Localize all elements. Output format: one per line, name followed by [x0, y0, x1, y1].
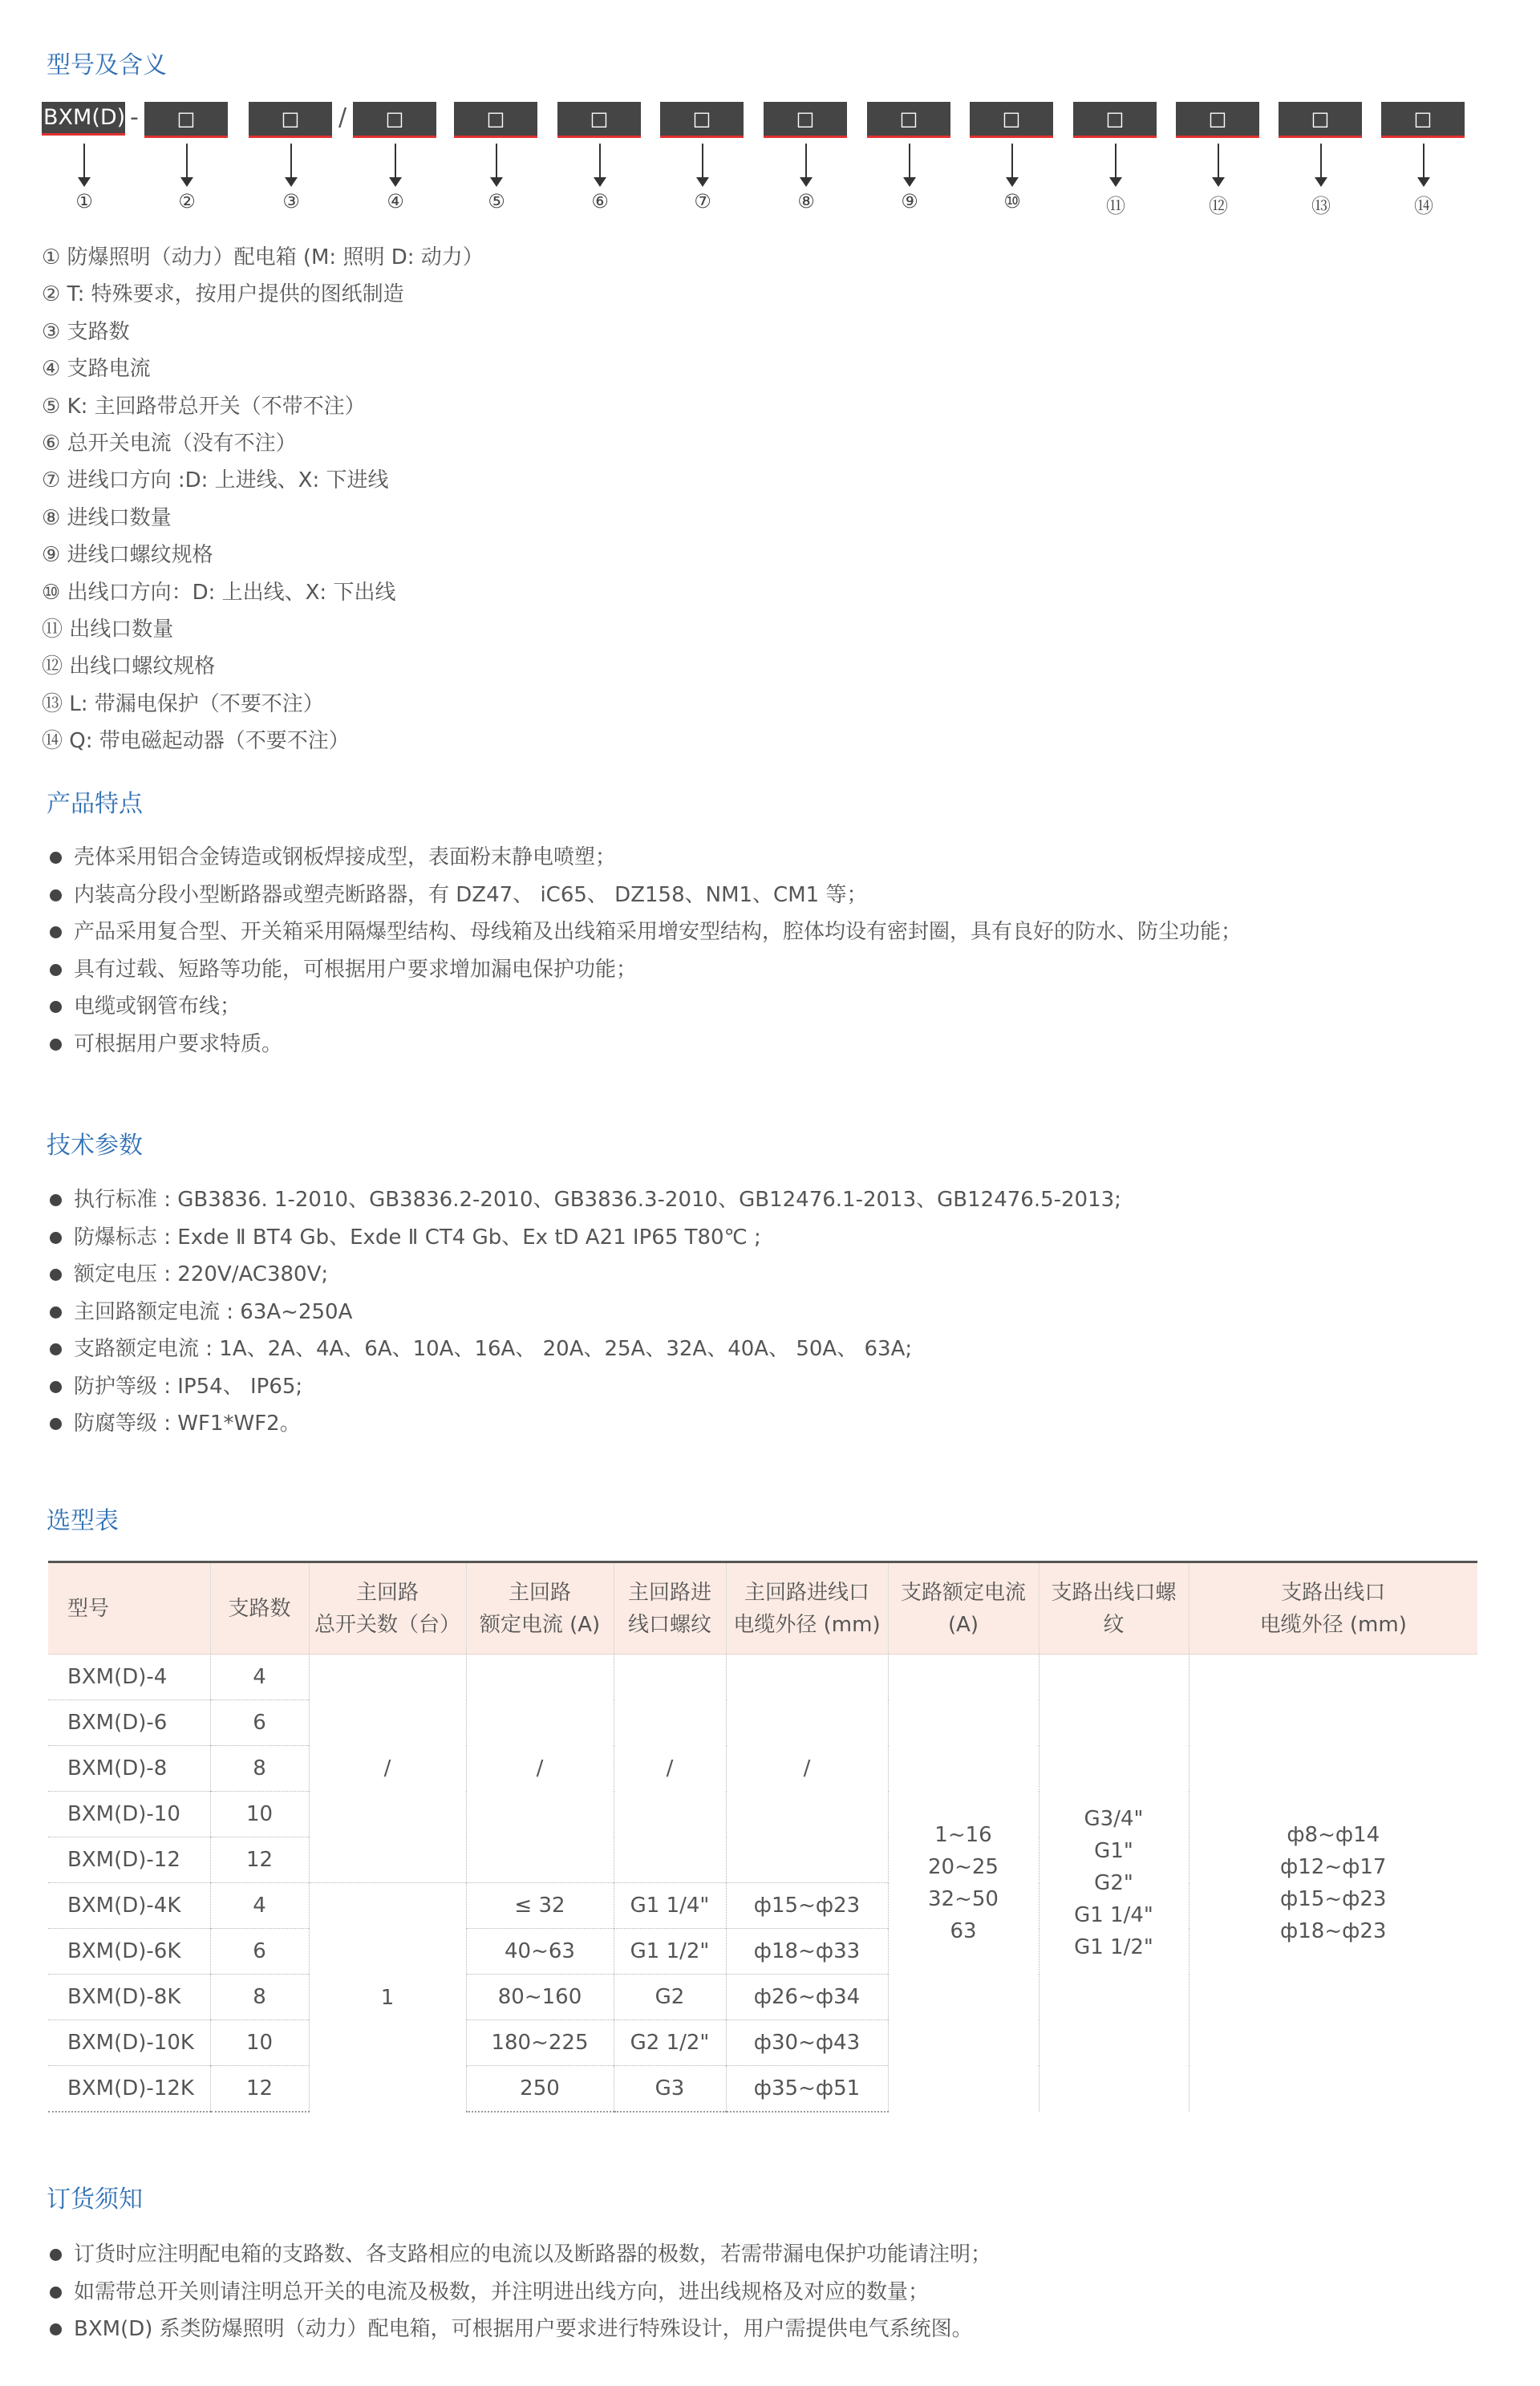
- branch-thread-value: G1": [1094, 1839, 1133, 1863]
- table-header-row: [48, 1562, 1477, 1655]
- code-box-9: □: [867, 102, 950, 138]
- meaning-item: ⑥ 总开关电流（没有不注）: [42, 431, 297, 456]
- model-slash: /: [338, 103, 347, 132]
- cell-main-diameter: ф15~ф23: [726, 1883, 888, 1929]
- cell-branches: 6: [210, 1929, 309, 1975]
- cell-main-thread: G2: [614, 1975, 726, 2020]
- tech-param-item: 防爆标志 : Exde Ⅱ BT4 Gb、Exde Ⅱ CT4 Gb、Ex tD A21 IP65 T80℃ ;: [50, 1219, 1121, 1257]
- code-box-10: □: [970, 102, 1053, 138]
- marker-11: ⑪: [1106, 195, 1125, 217]
- branch-current-value: 1~16: [934, 1823, 992, 1847]
- feature-item: 内装高分段小型断路器或塑壳断路器，有 DZ47、 iC65、 DZ158、NM1、CM1 等；: [50, 877, 1242, 914]
- header-branch-diameter: [1189, 1562, 1477, 1655]
- tech-param-item: 额定电压 : 220V/AC380V;: [50, 1256, 1121, 1294]
- header-text: 电缆外径 (mm): [733, 1612, 881, 1637]
- arrow-6: [599, 144, 601, 179]
- code-box-4: □: [353, 102, 436, 138]
- marker-12: ⑫: [1209, 195, 1228, 217]
- header-branch-thread: [1039, 1562, 1189, 1655]
- cell-main-thread: G3: [614, 2066, 726, 2113]
- table-row: [48, 1655, 1477, 1700]
- header-text: 支路出线口: [1281, 1580, 1386, 1605]
- code-box-2: □: [144, 102, 228, 138]
- arrow-5: [496, 144, 497, 179]
- cell-main-current: 80~160: [466, 1975, 614, 2020]
- cell-switch-count: 1: [309, 1883, 466, 2113]
- arrow-2: [186, 144, 188, 179]
- features-list: [50, 839, 1242, 1063]
- tech-param-item: 主回路额定电流 : 63A~250A: [50, 1294, 1121, 1331]
- branch-current-value: 20~25: [928, 1855, 999, 1879]
- cell-branches: 10: [210, 2020, 309, 2066]
- cell-model: BXM(D)-8K: [48, 1975, 210, 2020]
- header-branches: [210, 1562, 309, 1655]
- branch-diameter-value: ф12~ф17: [1280, 1855, 1387, 1879]
- marker-13: ⑬: [1311, 195, 1331, 217]
- branch-current-value: 32~50: [928, 1887, 999, 1911]
- tech-param-item: 支路额定电流 : 1A、2A、4A、6A、10A、16A、 20A、25A、32A、40A、 50A、 63A;: [50, 1331, 1121, 1368]
- header-text: 纹: [1103, 1612, 1125, 1637]
- cell-model: BXM(D)-6: [48, 1700, 210, 1746]
- header-text: 型号: [67, 1596, 110, 1621]
- feature-item: 具有过载、短路等功能，可根据用户要求增加漏电保护功能；: [50, 951, 1242, 989]
- cell-current-none: /: [466, 1655, 614, 1883]
- arrow-12: [1218, 144, 1219, 179]
- code-box-8: □: [764, 102, 847, 138]
- header-text: 主回路进线口: [744, 1580, 869, 1605]
- code-box-6: □: [557, 102, 641, 138]
- arrow-8: [805, 144, 807, 179]
- ordering-item: 订货时应注明配电箱的支路数、各支路相应的电流以及断路器的极数，若需带漏电保护功能请注明；: [50, 2236, 991, 2274]
- marker-4: ④: [387, 190, 404, 213]
- marker-9: ⑨: [901, 190, 918, 213]
- meaning-item: ⑭ Q: 带电磁起动器（不要不注）: [42, 729, 350, 754]
- model-dash: -: [130, 103, 139, 132]
- cell-branches: 12: [210, 2066, 309, 2113]
- cell-model: BXM(D)-4K: [48, 1883, 210, 1929]
- cell-main-current: 180~225: [466, 2020, 614, 2066]
- cell-branch-diameter: [1189, 1655, 1477, 2113]
- section-title-selection: 选型表: [47, 1507, 119, 1535]
- cell-main-diameter: ф26~ф34: [726, 1975, 888, 2020]
- tech-param-item: 防腐等级 : WF1*WF2。: [50, 1405, 1121, 1443]
- cell-thread-none: /: [614, 1655, 726, 1883]
- meaning-item: ⑨ 进线口螺纹规格: [42, 543, 213, 568]
- marker-10: ⑩: [1003, 190, 1021, 213]
- ordering-item: 如需带总开关则请注明总开关的电流及极数，并注明进出线方向，进出线规格及对应的数量；: [50, 2274, 991, 2311]
- section-title-tech: 技术参数: [47, 1132, 143, 1160]
- ordering-list: [50, 2236, 991, 2348]
- cell-branches: 8: [210, 1746, 309, 1792]
- header-text: 额定电流 (A): [479, 1612, 601, 1637]
- code-box-11: □: [1073, 102, 1157, 138]
- code-box-14: □: [1381, 102, 1465, 138]
- cell-main-thread: G2 1/2": [614, 2020, 726, 2066]
- cell-main-thread: G1 1/2": [614, 1929, 726, 1975]
- header-text: 支路数: [228, 1596, 291, 1621]
- code-box-7: □: [660, 102, 744, 138]
- cell-model: BXM(D)-4: [48, 1655, 210, 1700]
- meaning-item: ⑧ 进线口数量: [42, 505, 172, 530]
- branch-diameter-value: ф8~ф14: [1287, 1823, 1380, 1847]
- meaning-item: ④ 支路电流: [42, 357, 151, 382]
- arrow-9: [909, 144, 910, 179]
- meaning-item: ⑤ K: 主回路带总开关（不带不注）: [42, 394, 366, 419]
- cell-model: BXM(D)-12: [48, 1837, 210, 1883]
- marker-14: ⑭: [1414, 195, 1433, 217]
- code-box-12: □: [1176, 102, 1259, 138]
- cell-switch-none: /: [309, 1655, 466, 1883]
- selection-table: [48, 1561, 1477, 2113]
- arrow-1: [83, 144, 85, 179]
- cell-model: BXM(D)-12K: [48, 2066, 210, 2113]
- meaning-item: ⑬ L: 带漏电保护（不要不注）: [42, 691, 324, 716]
- arrow-11: [1115, 144, 1116, 179]
- feature-item: 电缆或钢管布线；: [50, 988, 1242, 1026]
- marker-5: ⑤: [488, 190, 505, 213]
- feature-item: 产品采用复合型、开关箱采用隔爆型结构、母线箱及出线箱采用增安型结构，腔体均设有密封圈，具有良好的防水、防尘功能；: [50, 913, 1242, 951]
- section-title-ordering: 订货须知: [47, 2185, 143, 2214]
- arrow-4: [395, 144, 396, 179]
- marker-7: ⑦: [694, 190, 711, 213]
- cell-branches: 8: [210, 1975, 309, 2020]
- cell-branches: 12: [210, 1837, 309, 1883]
- meaning-item: ⑦ 进线口方向 :D: 上进线、X: 下进线: [42, 468, 389, 493]
- branch-thread-value: G1 1/4": [1074, 1903, 1153, 1927]
- header-branch-current: [888, 1562, 1039, 1655]
- cell-main-current: 40~63: [466, 1929, 614, 1975]
- meaning-item: ① 防爆照明（动力）配电箱 (M: 照明 D: 动力）: [42, 245, 484, 269]
- ordering-item: BXM(D) 系类防爆照明（动力）配电箱，可根据用户要求进行特殊设计，用户需提供电气系统图。: [50, 2311, 991, 2348]
- header-text: 主回路: [355, 1580, 419, 1605]
- feature-item: 壳体采用铝合金铸造或钢板焊接成型，表面粉末静电喷塑；: [50, 839, 1242, 877]
- header-text: 支路出线口螺: [1051, 1580, 1177, 1605]
- section-title-model-meaning: 型号及含义: [47, 51, 167, 79]
- cell-main-current: ≤ 32: [466, 1883, 614, 1929]
- branch-thread-value: G2": [1094, 1871, 1133, 1895]
- model-meaning-list: [42, 239, 484, 760]
- tech-param-item: 防护等级 : IP54、 IP65;: [50, 1368, 1121, 1406]
- section-title-features: 产品特点: [47, 790, 143, 818]
- meaning-item: ⑩ 出线口方向：D: 上出线、X: 下出线: [42, 580, 396, 605]
- code-box-3: □: [249, 102, 332, 138]
- arrow-10: [1011, 144, 1013, 179]
- model-code-diagram: [42, 102, 1469, 217]
- arrow-13: [1320, 144, 1322, 179]
- header-main-diameter: [726, 1562, 888, 1655]
- code-box-5: □: [454, 102, 537, 138]
- meaning-item: ② T: 特殊要求，按用户提供的图纸制造: [42, 282, 404, 307]
- tech-params-list: [50, 1181, 1121, 1443]
- cell-main-diameter: ф35~ф51: [726, 2066, 888, 2113]
- cell-branch-thread: [1039, 1655, 1189, 2113]
- header-text: 支路额定电流: [900, 1580, 1026, 1605]
- header-text: (A): [947, 1612, 979, 1637]
- cell-branches: 4: [210, 1883, 309, 1929]
- header-text: 主回路进: [627, 1580, 711, 1605]
- header-switch-count: [309, 1562, 466, 1655]
- cell-main-diameter: ф18~ф33: [726, 1929, 888, 1975]
- model-prefix-box: BXM(D): [42, 102, 125, 136]
- branch-diameter-value: ф15~ф23: [1280, 1887, 1387, 1911]
- cell-model: BXM(D)-8: [48, 1746, 210, 1792]
- cell-model: BXM(D)-10: [48, 1792, 210, 1837]
- cell-branches: 10: [210, 1792, 309, 1837]
- meaning-item: ⑪ 出线口数量: [42, 617, 174, 642]
- marker-2: ②: [178, 190, 196, 213]
- cell-model: BXM(D)-6K: [48, 1929, 210, 1975]
- header-text: 电缆外径 (mm): [1259, 1612, 1407, 1637]
- arrow-3: [290, 144, 292, 179]
- meaning-item: ③ 支路数: [42, 319, 130, 344]
- feature-item: 可根据用户要求特质。: [50, 1026, 1242, 1063]
- branch-thread-value: G1 1/2": [1074, 1935, 1153, 1959]
- code-box-13: □: [1279, 102, 1362, 138]
- tech-param-item: 执行标准 : GB3836. 1-2010、GB3836.2-2010、GB3836.3-2010、GB12476.1-2013、GB12476.5-2013;: [50, 1181, 1121, 1219]
- cell-branches: 6: [210, 1700, 309, 1746]
- arrow-14: [1423, 144, 1424, 179]
- marker-6: ⑥: [591, 190, 609, 213]
- branch-current-value: 63: [950, 1919, 977, 1943]
- cell-branches: 4: [210, 1655, 309, 1700]
- header-text: 总开关数（台）: [314, 1612, 460, 1637]
- cell-main-current: 250: [466, 2066, 614, 2113]
- arrow-7: [702, 144, 703, 179]
- header-main-thread: [614, 1562, 726, 1655]
- marker-8: ⑧: [797, 190, 815, 213]
- marker-1: ①: [75, 190, 93, 213]
- cell-model: BXM(D)-10K: [48, 2020, 210, 2066]
- header-model: [48, 1562, 210, 1655]
- branch-diameter-value: ф18~ф23: [1280, 1919, 1387, 1943]
- cell-diameter-none: /: [726, 1655, 888, 1883]
- header-main-current: [466, 1562, 614, 1655]
- header-text: 线口螺纹: [627, 1612, 711, 1637]
- cell-main-diameter: ф30~ф43: [726, 2020, 888, 2066]
- cell-branch-current: [888, 1655, 1039, 2113]
- cell-main-thread: G1 1/4": [614, 1883, 726, 1929]
- marker-3: ③: [282, 190, 300, 213]
- header-text: 主回路: [508, 1580, 571, 1605]
- meaning-item: ⑫ 出线口螺纹规格: [42, 654, 216, 679]
- branch-thread-value: G3/4": [1084, 1807, 1144, 1831]
